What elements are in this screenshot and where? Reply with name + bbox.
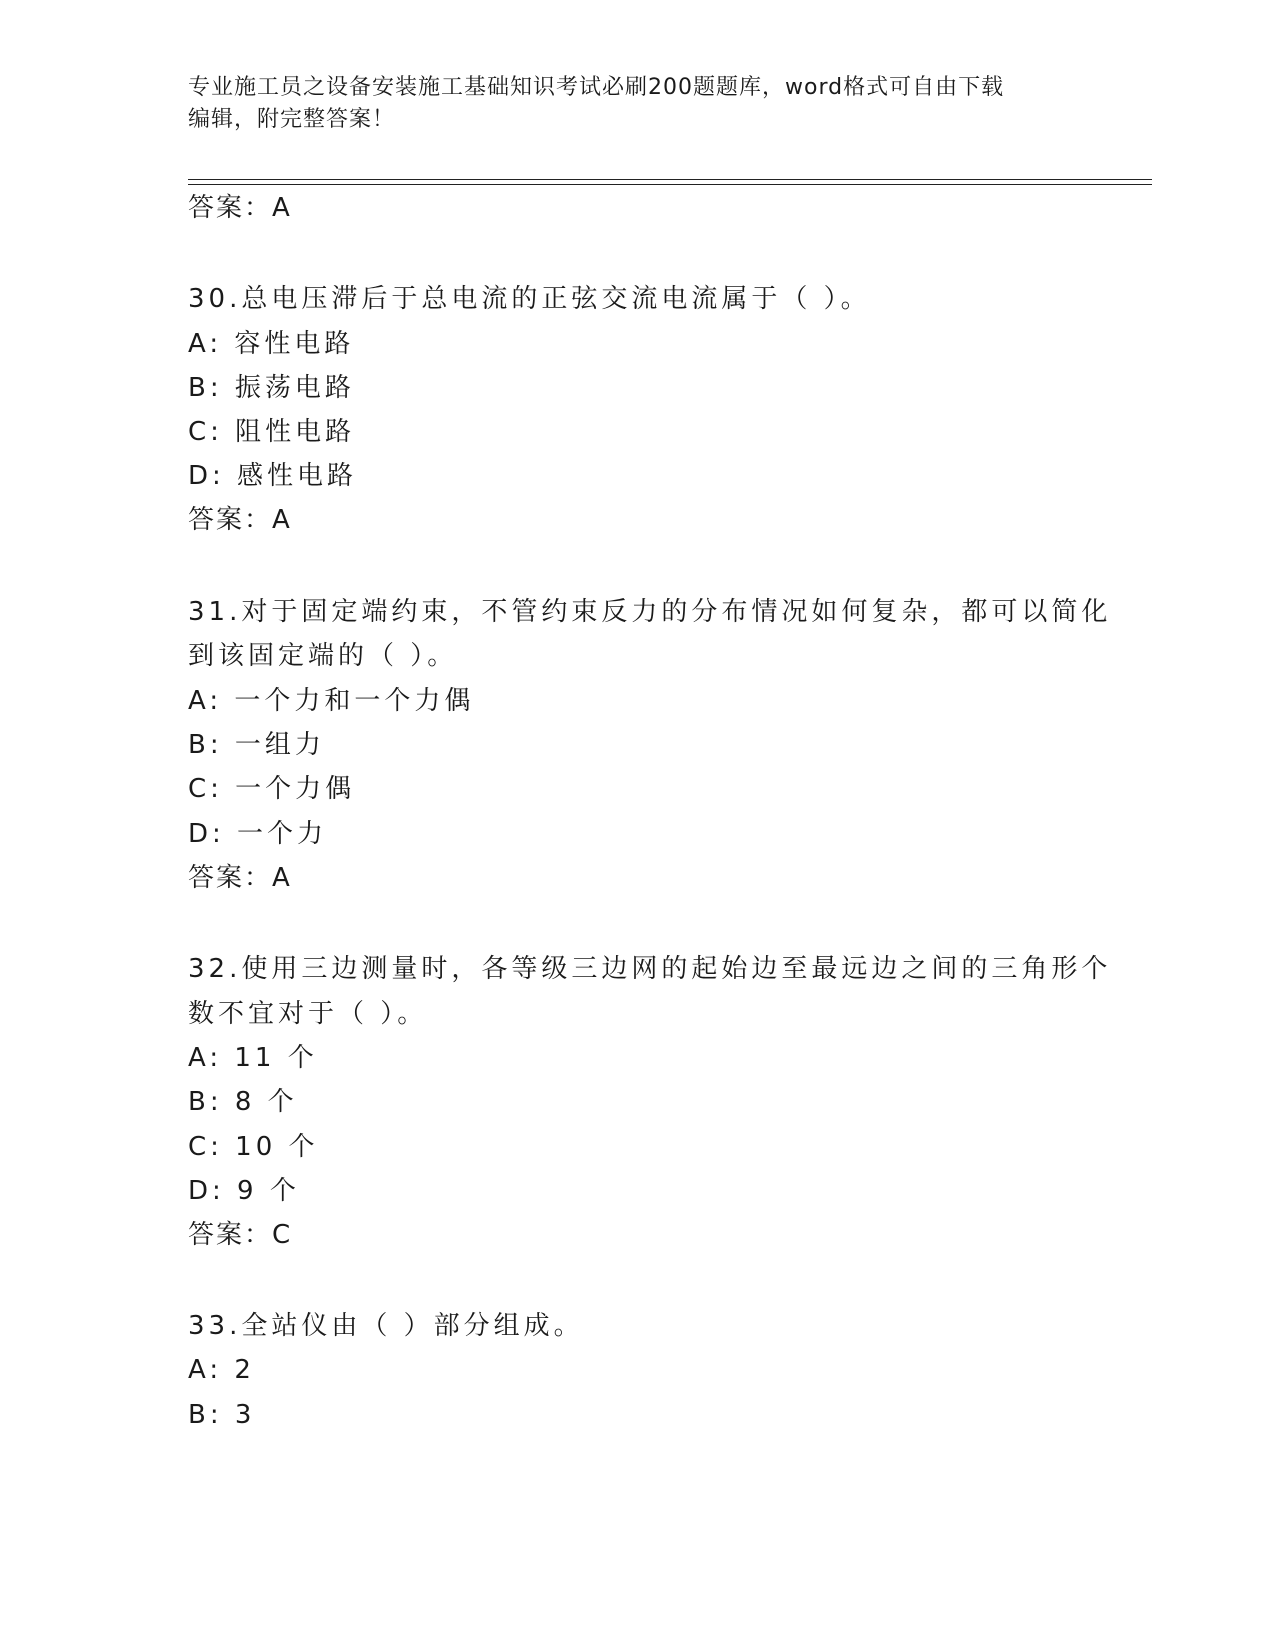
question-33-option-b: B: 3: [188, 1400, 256, 1430]
question-31-stem-line-1: 31.对于固定端约束，不管约束反力的分布情况如何复杂，都可以简化: [188, 597, 1112, 627]
question-32-option-c: C: 10 个: [188, 1132, 319, 1162]
question-32-stem-line-1: 32.使用三边测量时，各等级三边网的起始边至最远边之间的三角形个: [188, 954, 1112, 984]
question-32-option-a: A: 11 个: [188, 1043, 318, 1073]
question-32-stem-line-2: 数不宜对于（ ）。: [188, 999, 428, 1029]
question-30-answer: 答案：A: [188, 505, 292, 535]
question-32-option-b: B: 8 个: [188, 1087, 298, 1117]
question-33-option-a: A: 2: [188, 1355, 255, 1385]
question-30-option-d: D: 感性电路: [188, 461, 358, 491]
question-33-stem: 33.全站仪由（ ）部分组成。: [188, 1311, 584, 1341]
document-header: [188, 72, 1068, 136]
question-31-option-c: C: 一个力偶: [188, 774, 356, 804]
question-32-answer: 答案：C: [188, 1220, 293, 1250]
question-30-option-b: B: 振荡电路: [188, 373, 355, 403]
question-30-option-c: C: 阻性电路: [188, 417, 356, 447]
question-31-answer: 答案：A: [188, 863, 292, 893]
question-31-option-a: A: 一个力和一个力偶: [188, 686, 475, 716]
question-30-option-a: A: 容性电路: [188, 329, 355, 359]
question-32-option-d: D: 9 个: [188, 1176, 300, 1206]
header-line-1: 专业施工员之设备安装施工基础知识考试必刷200题题库，word格式可自由下载: [188, 75, 1005, 100]
header-divider-bottom: [188, 184, 1152, 185]
header-divider-top: [188, 179, 1152, 180]
question-31-option-b: B: 一组力: [188, 730, 325, 760]
previous-answer: 答案：A: [188, 193, 292, 223]
header-line-2: 编辑，附完整答案！: [188, 107, 396, 132]
question-31-option-d: D: 一个力: [188, 819, 328, 849]
question-31-stem-line-2: 到该固定端的（ ）。: [188, 641, 458, 671]
question-30-stem: 30.总电压滞后于总电流的正弦交流电流属于（ ）。: [188, 284, 871, 314]
